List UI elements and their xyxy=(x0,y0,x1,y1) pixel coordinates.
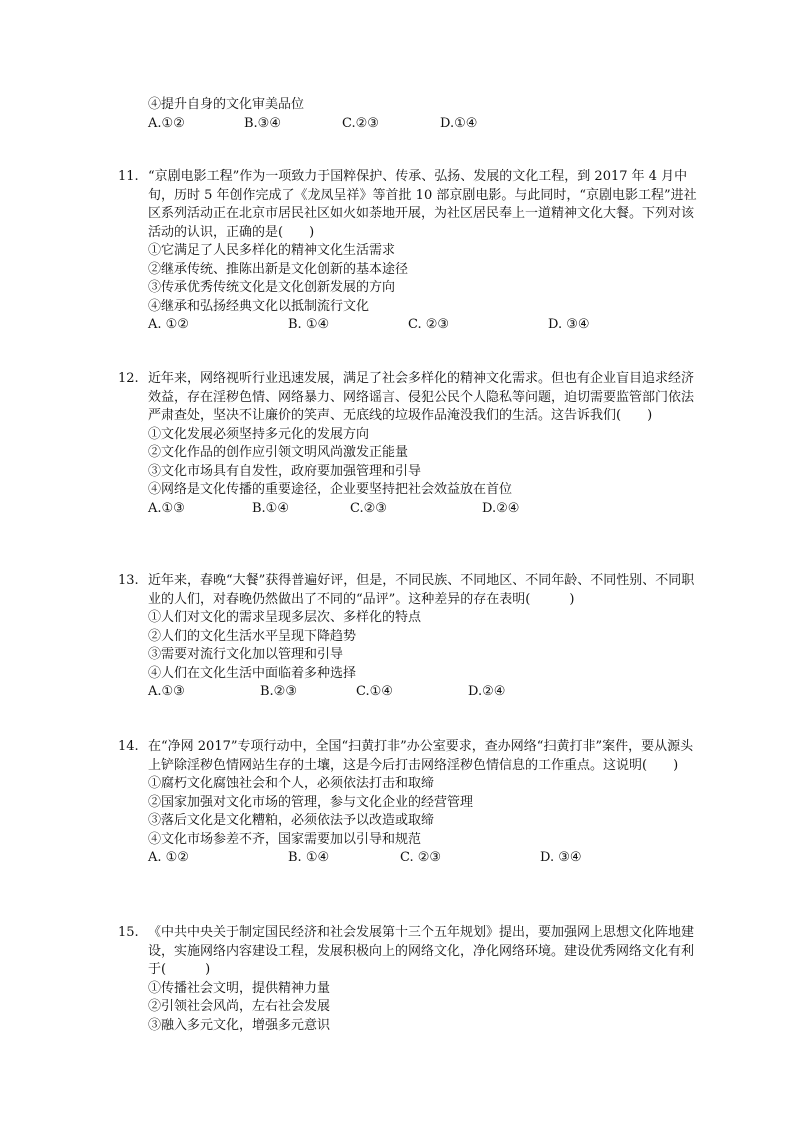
choice-a: A.①③ xyxy=(148,684,185,699)
option: ②继承传统、推陈出新是文化创新的基本途径 xyxy=(148,261,409,277)
choice-c: C. ②③ xyxy=(408,317,450,332)
answer-choices xyxy=(118,683,700,702)
question-13 xyxy=(118,572,700,702)
choice-a: A.①③ xyxy=(148,500,185,516)
question-stem: 近年来，网络视听行业迅速发展，满足了社会多样化的精神文化需求。但也有企业盲目追求经济效益，存在淫秽色情、网络暴力、网络谣言、侵犯公民个人隐私等问题，迫切需要监管部门依法严肃查处，坚决不让廉价的笑声、无底线的垃圾作品淹没我们的生活。这告诉我们( ) xyxy=(148,371,695,423)
choice-d: D.①④ xyxy=(440,115,478,131)
question-10-tail xyxy=(118,96,700,133)
question-number: 14. xyxy=(118,739,139,754)
choice-b: B. ①④ xyxy=(288,850,330,865)
question-14 xyxy=(118,738,700,868)
question-stem: “京剧电影工程”作为一项致力于国粹保护、传承、弘扬、发展的文化工程，到 2017 年 4 月中旬，历时 5 年创作完成了《龙凤呈祥》等首批 10 部京剧电影。与此同时，“京剧电影工程”进社区系列活动正在北京市居民社区如火如荼地开展，为社区居民奉上一道精神文化大餐。下列对该活动的认识，正确的是( ) xyxy=(148,169,697,240)
choice-b: B. ①④ xyxy=(288,317,330,332)
option: ④提升自身的文化审美品位 xyxy=(148,97,305,112)
question-stem: 近年来，春晚“大餐”获得普遍好评，但是，不同民族、不同地区、不同年龄、不同性别、不同职业的人们，对春晚仍然做出了不同的“品评”。这种差异的存在表明( ) xyxy=(148,573,695,607)
option: ②国家加强对文化市场的管理，参与文化企业的经营管理 xyxy=(148,794,474,810)
choice-b: B.②③ xyxy=(260,684,297,699)
choice-c: C.②③ xyxy=(350,500,387,516)
choice-d: D.②④ xyxy=(468,684,506,699)
answer-choices xyxy=(118,849,700,868)
option: ①人们对文化的需求呈现多层次、多样化的特点 xyxy=(148,610,422,625)
choice-a: A. ①② xyxy=(148,850,189,865)
answer-choices xyxy=(118,115,700,134)
question-stem: 《中共中央关于制定国民经济和社会发展第十三个五年规划》提出，要加强网上思想文化阵地建设，实施网络内容建设工程，发展积极向上的网络文化，净化网络环境。建设优秀网络文化有利于( ) xyxy=(148,925,695,977)
option: ①腐朽文化腐蚀社会和个人，必须依法打击和取缔 xyxy=(148,776,435,791)
choice-a: A. ①② xyxy=(148,317,189,332)
choice-c: C.②③ xyxy=(342,115,379,131)
question-15 xyxy=(118,924,700,1035)
option: ②人们的文化生活水平呈现下降趋势 xyxy=(148,628,357,644)
option: ②引领社会风尚，左右社会发展 xyxy=(148,999,331,1014)
option: ①传播社会文明，提供精神力量 xyxy=(148,980,331,996)
question-stem: 在“净网 2017”专项行动中，全国“扫黄打非”办公室要求，查办网络“扫黄打非”案件，要从源头上铲除淫秽色情网站生存的土壤，这是今后打击网络淫秽色情信息的工作重点。这说明( ) xyxy=(148,739,694,773)
choice-b: B.①④ xyxy=(252,500,289,516)
choice-d: D. ③④ xyxy=(540,850,582,865)
option: ①它满足了人民多样化的精神文化生活需求 xyxy=(148,243,396,258)
option: ③融入多元文化，增强多元意识 xyxy=(148,1017,331,1033)
choice-c: C.①④ xyxy=(356,684,393,699)
question-number: 11. xyxy=(118,169,139,184)
option: ③落后文化是文化糟粕，必须依法予以改造或取缔 xyxy=(148,813,435,828)
option: ③文化市场具有自发性，政府要加强管理和引导 xyxy=(148,463,422,479)
question-number: 13. xyxy=(118,573,139,588)
question-number: 12. xyxy=(118,371,139,386)
question-11 xyxy=(118,168,700,335)
answer-choices xyxy=(118,316,700,335)
option: ④继承和弘扬经典文化以抵制流行文化 xyxy=(148,298,370,314)
option: ②文化作品的创作应引领文明风尚激发正能量 xyxy=(148,445,409,460)
question-number: 15. xyxy=(118,925,139,940)
option: ①文化发展必须坚持多元化的发展方向 xyxy=(148,426,370,442)
answer-choices xyxy=(118,500,700,519)
option: ③传承优秀传统文化是文化创新发展的方向 xyxy=(148,280,396,295)
question-12 xyxy=(118,370,700,518)
choice-d: D. ③④ xyxy=(548,317,590,332)
choice-b: B.③④ xyxy=(244,115,281,131)
choice-a: A.①② xyxy=(148,115,185,131)
option: ④人们在文化生活中面临着多种选择 xyxy=(148,665,357,681)
option: ④文化市场参差不齐，国家需要加以引导和规范 xyxy=(148,831,422,847)
option: ③需要对流行文化加以管理和引导 xyxy=(148,647,344,662)
option: ④网络是文化传播的重要途径，企业要坚持把社会效益放在首位 xyxy=(148,482,513,497)
choice-d: D.②④ xyxy=(482,500,520,516)
choice-c: C. ②③ xyxy=(400,850,442,865)
